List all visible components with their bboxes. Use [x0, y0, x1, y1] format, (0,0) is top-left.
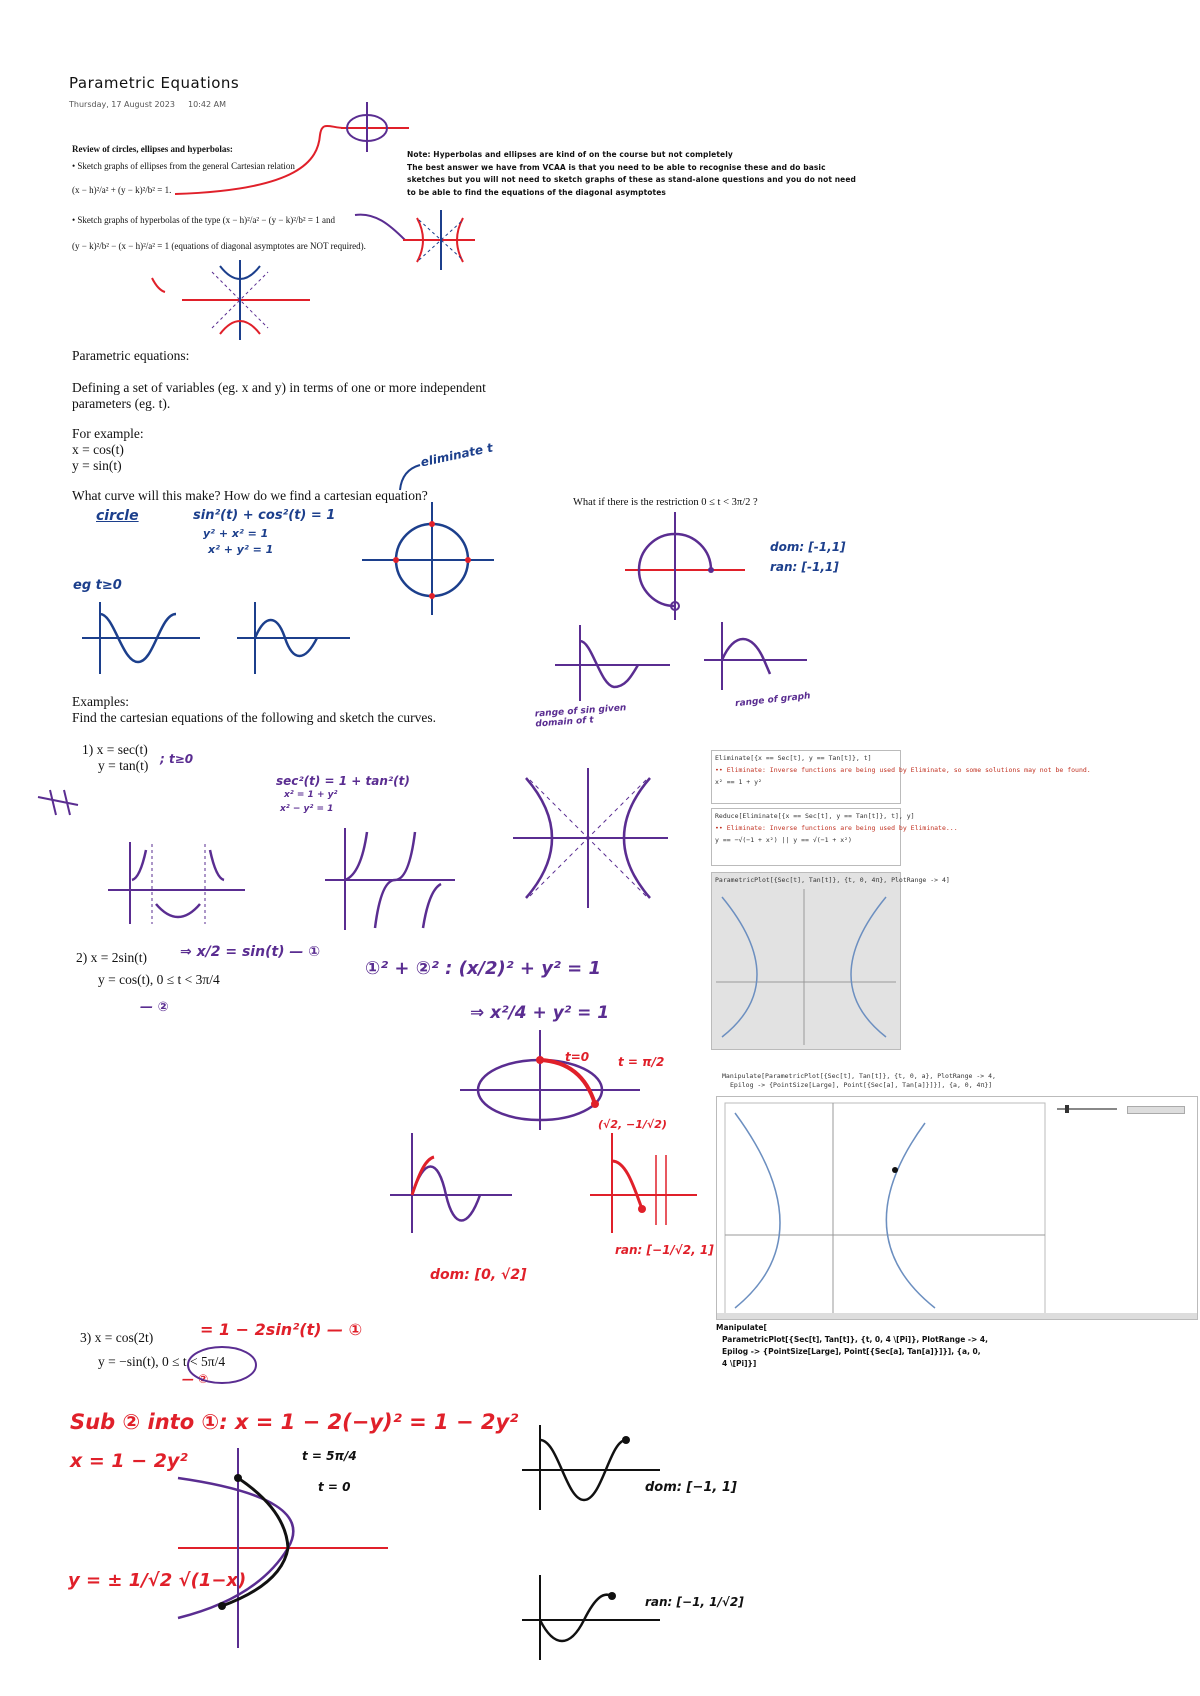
- hw-domain-1: dom: [-1,1]: [770, 540, 846, 554]
- q2-x-graph-sketch: [390, 1133, 512, 1233]
- hw-q2-t0: t=0: [565, 1050, 590, 1064]
- panel-scrollbar[interactable]: [717, 1313, 1197, 1319]
- example-x: x = cos(t): [72, 442, 124, 457]
- note-line: Note: Hyperbolas and ellipses are kind of on the course but not completely: [407, 150, 733, 159]
- intro-definition-1: Defining a set of variables (eg. x and y) in terms of one or more independent: [72, 380, 486, 395]
- hw-range-of-graph: range of graph: [734, 691, 811, 710]
- q3-parabola-sketch: [178, 1448, 388, 1648]
- hw-q3-eq2: — ②: [182, 1372, 209, 1386]
- hw-q2-range: ran: [−1/√2, 1]: [615, 1243, 714, 1257]
- mathematica-parametric-plot: [711, 872, 950, 1050]
- code-line: ParametricPlot[{Sec[t], Tan[t]}, {t, 0, 4 \[Pi]}, PlotRange -> 4,: [722, 1335, 988, 1344]
- manipulate-code-block: [716, 1322, 988, 1370]
- page-time: 10:42 AM: [188, 100, 226, 109]
- hw-q3-x: x = 1 − 2y²: [70, 1450, 188, 1472]
- review-bullet-ellipse: • Sketch graphs of ellipses from the general Cartesian relation: [72, 161, 295, 171]
- hw-q1-eq3: x² − y² = 1: [280, 804, 334, 814]
- q3-x-graph-sketch: [522, 1425, 660, 1510]
- review-heading: Review of circles, ellipses and hyperbolas:: [72, 144, 233, 154]
- intro-definition-2: parameters (eg. t).: [72, 396, 171, 411]
- output-line: x² == 1 + y²: [715, 778, 762, 786]
- example-y: y = sin(t): [72, 458, 122, 473]
- page-date: Thursday, 17 August 2023: [69, 100, 175, 109]
- q2-x: 2) x = 2sin(t): [76, 950, 147, 965]
- input-line: Epilog -> {PointSize[Large], Point[{Sec[a], Tan[a]}]}], {a, 0, 4π}]: [730, 1081, 993, 1089]
- tan-graph-sketch: [325, 828, 455, 930]
- hw-q3-domain: dom: [−1, 1]: [645, 1480, 737, 1495]
- manipulate-panel: [716, 1096, 1198, 1320]
- page-title: Parametric Equations: [69, 74, 240, 92]
- intro-heading: Parametric equations:: [72, 348, 190, 363]
- review-equation-hyperbola: (y − k)²/b² − (x − h)²/a² = 1 (equations of diagonal asymptotes are NOT required).: [72, 241, 366, 251]
- parametric-plot-graph: [712, 887, 900, 1047]
- review-equation-ellipse: (x − h)²/a² + (y − k)²/b² = 1.: [72, 185, 172, 195]
- output-line: y == −√(−1 + x²) || y == √(−1 + x²): [715, 836, 852, 844]
- hw-q2-point: (√2, −1/√2): [598, 1118, 667, 1131]
- hw-q3-t54: t = 5π/4: [302, 1449, 357, 1463]
- hw-q2-eq2: — ②: [140, 1000, 169, 1015]
- code-line: 4 \[Pi]}]: [722, 1359, 757, 1368]
- hw-q1-eq1: sec²(t) = 1 + tan²(t): [276, 774, 410, 788]
- note-line: sketches but you will not need to sketch graphs of these as stand-alone questions and you do not need: [407, 175, 857, 184]
- hw-q2-eq4: ⇒ x²/4 + y² = 1: [470, 1003, 610, 1023]
- hw-q2-eq3: ①² + ②² : (x/2)² + y² = 1: [365, 958, 602, 979]
- q1-hyperbola-sketch: [513, 768, 668, 908]
- code-line: Manipulate[: [716, 1323, 767, 1332]
- hw-range-of-sin: range of sin given domain of t: [534, 703, 627, 730]
- note-line: to be able to find the equations of the diagonal asymptotes: [407, 187, 666, 197]
- hw-identity-3: x² + y² = 1: [208, 543, 274, 556]
- manipulate-slider[interactable]: [1057, 1105, 1187, 1113]
- examples-instruction: Find the cartesian equations of the following and sketch the curves.: [72, 710, 437, 725]
- mathematica-manipulate-input: [722, 1072, 996, 1090]
- slider-thumb[interactable]: [1065, 1105, 1069, 1113]
- input-line: Reduce[Eliminate[{x == Sec[t], y == Tan[t]}, t], y]: [715, 812, 915, 820]
- restriction-question: What if there is the restriction 0 ≤ t < 3π/2 ?: [573, 497, 758, 508]
- hw-identity-2: y² + x² = 1: [203, 527, 269, 540]
- review-bullet-hyperbola: • Sketch graphs of hyperbolas of the type (x − h)²/a² − (y − k)²/b² = 1 and: [72, 215, 335, 225]
- hw-q2-eq1: ⇒ x/2 = sin(t) — ①: [180, 944, 321, 960]
- q2-y: y = cos(t), 0 ≤ t < 3π/4: [98, 972, 220, 987]
- q2-ellipse-sketch: [460, 1030, 640, 1130]
- input-line: Manipulate[ParametricPlot[{Sec[t], Tan[t]}, {t, 0, a}, PlotRange -> 4,: [722, 1072, 996, 1080]
- hw-eliminate: eliminate t: [419, 440, 495, 470]
- code-line: Epilog -> {PointSize[Large], Point[{Sec[a], Tan[a]}]}], {a, 0,: [722, 1347, 981, 1356]
- q1-x: 1) x = sec(t): [82, 742, 148, 757]
- input-line: Eliminate[{x == Sec[t], y == Tan[t]}, t]: [715, 754, 872, 762]
- hw-q3-range: ran: [−1, 1/√2]: [645, 1595, 744, 1609]
- hw-q1-eq2: x² = 1 + y²: [284, 790, 338, 800]
- q2-y-graph-sketch: [590, 1133, 697, 1233]
- hw-circle: circle: [96, 508, 139, 524]
- warning-line: •• Eliminate: Inverse functions are being used by Eliminate...: [715, 824, 958, 832]
- example-label: For example:: [72, 426, 144, 441]
- hw-q3-sub: Sub ② into ①: x = 1 − 2(−y)² = 1 − 2y²: [70, 1410, 519, 1434]
- slider-controls[interactable]: [1127, 1106, 1185, 1114]
- sec-graph-sketch: [108, 842, 245, 924]
- hw-q3-eq1: = 1 − 2sin²(t) — ①: [200, 1320, 363, 1339]
- q1-y: y = tan(t): [98, 758, 149, 773]
- note-line: The best answer we have from VCAA is that you need to be able to recognise these and do basic: [407, 162, 826, 172]
- hw-q2-tpi2: t = π/2: [618, 1055, 665, 1069]
- manipulate-plot-graph: [725, 1103, 1045, 1315]
- input-line: ParametricPlot[{Sec[t], Tan[t]}, {t, 0, 4π}, PlotRange -> 4]: [715, 876, 950, 884]
- hw-range-1: ran: [-1,1]: [770, 560, 839, 574]
- hw-q3-y: y = ± 1/√2 √(1−x): [68, 1570, 247, 1591]
- hw-q2-domain: dom: [0, √2]: [430, 1267, 527, 1283]
- hw-eg: eg t≥0: [73, 578, 122, 593]
- q3-y: y = −sin(t), 0 ≤ t < 5π/4: [98, 1354, 226, 1369]
- hw-q3-t0: t = 0: [318, 1480, 351, 1494]
- intro-question: What curve will this make? How do we find a cartesian equation?: [72, 488, 428, 503]
- hw-identity-1: sin²(t) + cos²(t) = 1: [193, 508, 336, 523]
- q3-x: 3) x = cos(2t): [80, 1330, 154, 1345]
- mathematica-cell-reduce: [711, 808, 958, 866]
- examples-heading: Examples:: [72, 694, 129, 709]
- q3-y-graph-sketch: [522, 1575, 660, 1660]
- mathematica-cell-eliminate: [711, 750, 1091, 804]
- warning-line: •• Eliminate: Inverse functions are being used by Eliminate, so some solutions may not be found.: [715, 766, 1091, 774]
- hw-q1-t: ; t≥0: [160, 752, 194, 766]
